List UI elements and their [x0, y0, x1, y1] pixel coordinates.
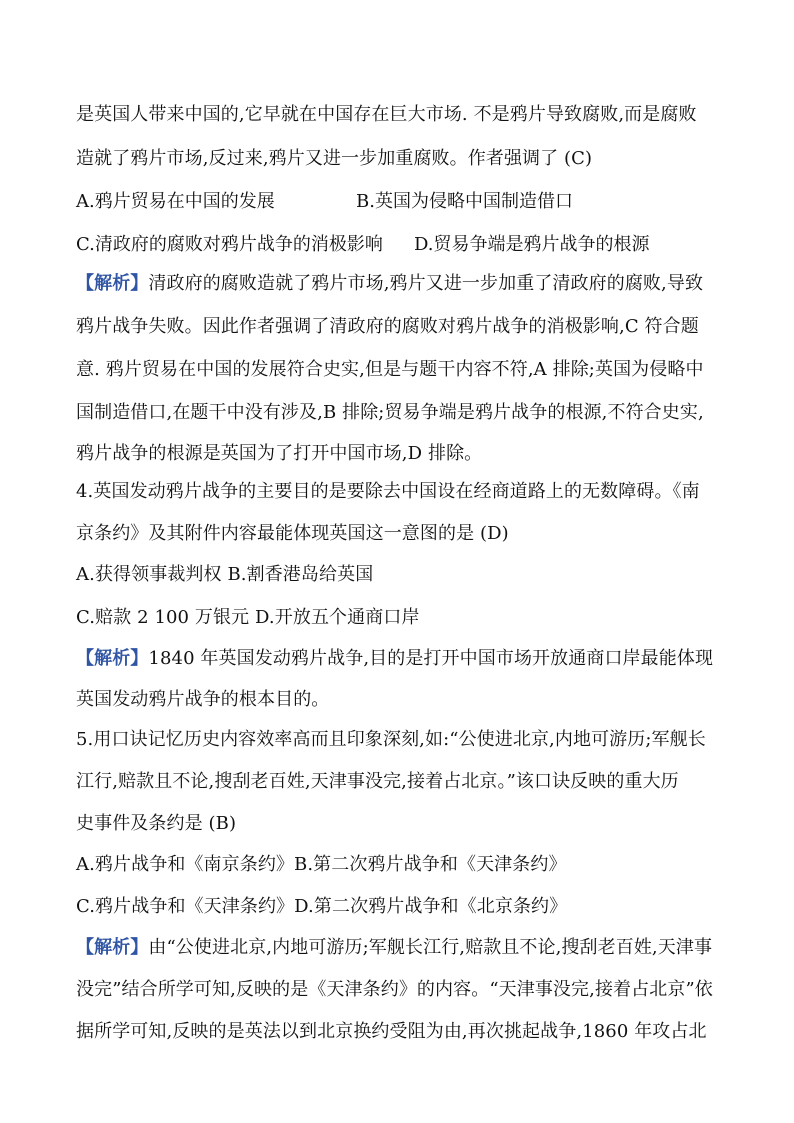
q3-analysis-line-3: 意. 鸦片贸易在中国的发展符合史实,但是与题干内容不符,A 排除;英国为侵略中 [76, 359, 704, 380]
q4-analysis-line-2: 英国发动鸦片战争的根本目的。 [76, 689, 330, 710]
q3-analysis-line-2: 鸦片战争失败。因此作者强调了清政府的腐败对鸦片战争的消极影响,C 符合题 [76, 316, 699, 337]
q4-analysis-label: 【解析】 [76, 648, 149, 669]
q3-options-row-2 [76, 229, 650, 261]
q3-option-d: D.贸易争端是鸦片战争的根源 [414, 234, 650, 255]
q3-analysis-line-1 [76, 268, 703, 300]
q3-analysis-line-5: 鸦片战争的根源是英国为了打开中国市场,D 排除。 [76, 443, 483, 464]
q4-options-cd: C.赔款 2 100 万银元 D.开放五个通商口岸 [76, 607, 420, 628]
q3-option-b: B.英国为侵略中国制造借口 [356, 191, 573, 212]
q4-stem-line-2: 京条约》及其附件内容最能体现英国这一意图的是 (D) [76, 523, 509, 544]
q5-stem-line-2: 江行,赔款且不论,搜刮老百姓,天津事没完,接着占北京。”该口诀反映的重大历 [76, 771, 679, 792]
q3-option-a: A.鸦片贸易在中国的发展 [76, 191, 275, 212]
q3-analysis-text-1: 清政府的腐败造就了鸦片市场,鸦片又进一步加重了清政府的腐败,导致 [148, 273, 704, 294]
q5-options-ab: A.鸦片战争和《南京条约》B.第二次鸦片战争和《天津条约》 [76, 854, 567, 875]
q3-stem-line-2: 造就了鸦片市场,反过来,鸦片又进一步加重腐败。作者强调了 (C) [76, 148, 593, 169]
q5-analysis-text-1: 由“公使进北京,内地可游历;军舰长江行,赔款且不论,搜刮老百姓,天津事 [148, 937, 713, 958]
q5-analysis-line-2: 没完”结合所学可知,反映的是《天津条约》的内容。“天津事没完,接着占北京”依 [76, 979, 713, 1000]
q3-stem-line-1: 是英国人带来中国的,它早就在中国存在巨大市场. 不是鸦片导致腐败,而是腐败 [76, 104, 697, 125]
q3-options-row-1 [76, 186, 573, 218]
q4-stem-line-1: 4.英国发动鸦片战争的主要目的是要除去中国设在经商道路上的无数障碍。《南 [76, 481, 700, 502]
q3-option-c: C.清政府的腐败对鸦片战争的消极影响 [76, 234, 383, 255]
q5-stem-line-3: 史事件及条约是 (B) [76, 813, 237, 834]
q5-stem-line-1: 5.用口诀记忆历史内容效率高而且印象深刻,如:“公使进北京,内地可游历;军舰长 [76, 729, 706, 750]
q3-analysis-line-4: 国制造借口,在题干中没有涉及,B 排除;贸易争端是鸦片战争的根源,不符合史实, [76, 402, 704, 423]
q5-analysis-line-1 [76, 932, 712, 964]
q5-analysis-line-3: 据所学可知,反映的是英法以到北京换约受阻为由,再次挑起战争,1860 年攻占北 [76, 1021, 707, 1042]
q4-analysis-line-1 [76, 643, 713, 675]
q5-options-cd: C.鸦片战争和《天津条约》D.第二次鸦片战争和《北京条约》 [76, 896, 568, 917]
q3-analysis-label: 【解析】 [76, 273, 149, 294]
q4-options-ab: A.获得领事裁判权 B.割香港岛给英国 [76, 564, 374, 585]
q5-analysis-label: 【解析】 [76, 937, 149, 958]
q4-analysis-text-1: 1840 年英国发动鸦片战争,目的是打开中国市场开放通商口岸最能体现 [148, 648, 714, 669]
